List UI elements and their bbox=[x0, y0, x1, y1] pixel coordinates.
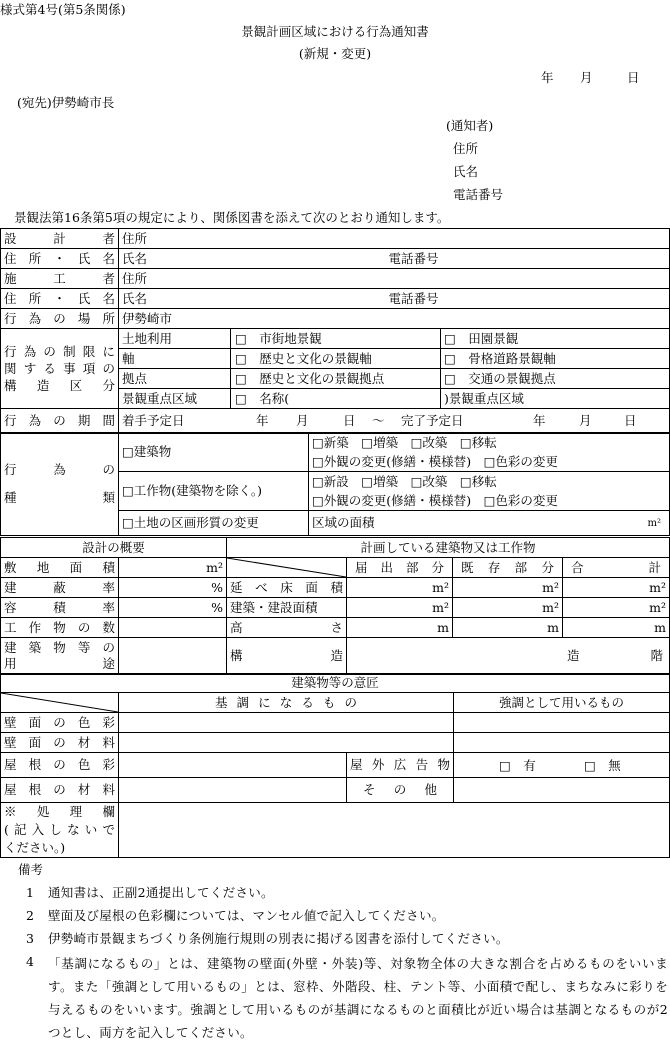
structure-count-label: 工作物の数 bbox=[1, 618, 119, 638]
note-item bbox=[0, 929, 668, 948]
outdoor-ad-yes-checkbox[interactable]: □ 有 bbox=[499, 758, 536, 773]
intent-diagonal-cell bbox=[1, 693, 119, 713]
notifier-label: (通知者) bbox=[446, 118, 494, 133]
site-area-label: 敷地面積 bbox=[1, 558, 119, 578]
note-text: 「基調になるもの」とは、建築物の壁面(外壁・外装)等、対象物全体の大きな割合を占めるものをいいます。また「強調として用いるもの」とは、窓枠、外階段、柱、テント等、小面積で配し、まちなみに彩りを与えるものをいいます。強調として用いるものが基調になるものと面積比が近い場合は基調となるものが2つとし、両方を記入してください。 bbox=[48, 956, 668, 1040]
outdoor-ad-label: 屋外広告物 bbox=[347, 753, 454, 778]
design-table bbox=[0, 537, 670, 675]
processing-field bbox=[119, 803, 670, 858]
outdoor-ad-field bbox=[454, 753, 670, 778]
processing-label-1: ※処理欄 bbox=[4, 804, 115, 819]
use-label-1: 建築物等の bbox=[4, 640, 115, 655]
constructor-label-2: 住所・氏名 bbox=[1, 289, 119, 309]
date-month: 月 bbox=[580, 70, 593, 85]
action-land-checkbox[interactable]: □土地の区画形質の変更 bbox=[119, 511, 309, 536]
designer-address[interactable]: 住所 bbox=[119, 229, 670, 249]
designer-name-label: 氏名 bbox=[122, 250, 148, 266]
restriction-option[interactable]: □ 市街地景観 bbox=[231, 329, 441, 349]
action-type-label bbox=[1, 433, 119, 536]
intro-text: 景観法第16条第5項の規定により、関係図書を添えて次のとおり通知します。 bbox=[14, 210, 450, 225]
floor-ratio-unit[interactable]: % bbox=[119, 598, 227, 618]
roof-color-label: 屋根の色彩 bbox=[1, 753, 119, 778]
coverage-label: 建蔽率 bbox=[1, 578, 119, 598]
building-area-notified[interactable]: m² bbox=[347, 598, 453, 618]
period-start-month: 月 bbox=[296, 413, 309, 428]
designer-name-field[interactable] bbox=[119, 249, 670, 269]
restriction-option[interactable]: □ 歴史と文化の景観拠点 bbox=[231, 369, 441, 389]
location-label: 行為の場所 bbox=[1, 309, 119, 329]
period-start-label: 着手予定日 bbox=[122, 413, 185, 428]
total-floor-total[interactable]: m² bbox=[563, 578, 670, 598]
note-number: 2 bbox=[26, 908, 34, 923]
form-title: 景観計画区域における行為通知書 bbox=[241, 24, 429, 39]
processing-label-3: ください。) bbox=[4, 840, 66, 855]
design-plan-header: 計画している建築物又は工作物 bbox=[227, 538, 670, 558]
date-year: 年 bbox=[541, 70, 554, 85]
floor-ratio-label: 容積率 bbox=[1, 598, 119, 618]
restriction-row-name: 軸 bbox=[119, 349, 231, 369]
intent-accent-header: 強調として用いるもの bbox=[454, 693, 670, 713]
height-existing[interactable]: m bbox=[453, 618, 563, 638]
action-area-label: 区域の面積 bbox=[312, 515, 375, 530]
total-floor-existing[interactable]: m² bbox=[453, 578, 563, 598]
period-end-year: 年 bbox=[533, 413, 546, 428]
diagonal-cell bbox=[227, 558, 347, 578]
intent-header: 建築物等の意匠 bbox=[1, 674, 670, 693]
period-end-day: 日 bbox=[624, 413, 637, 428]
notes-heading: 備考 bbox=[18, 862, 44, 877]
structure-count-field[interactable] bbox=[119, 618, 227, 638]
roof-material-field[interactable] bbox=[119, 778, 347, 803]
wall-color-accent[interactable] bbox=[454, 713, 670, 733]
note-number: 3 bbox=[26, 931, 34, 946]
action-building-options-2[interactable]: □外観の変更(修繕・模様替) □色彩の変更 bbox=[309, 452, 670, 472]
total-floor-label: 延べ床面積 bbox=[227, 578, 347, 598]
restriction-label-1: 行為の制限に bbox=[4, 344, 115, 359]
note-text: 通知書は、正副2通提出してください。 bbox=[48, 885, 274, 900]
period-end-month: 月 bbox=[579, 413, 592, 428]
action-building-checkbox[interactable]: □建築物 bbox=[119, 433, 309, 472]
note-number: 4 bbox=[26, 954, 34, 969]
period-tilde: ～ bbox=[372, 413, 385, 428]
action-structure-checkbox[interactable]: □工作物(建築物を除く。) bbox=[119, 472, 309, 511]
period-label: 行為の期間 bbox=[1, 409, 119, 434]
height-total[interactable]: m bbox=[563, 618, 670, 638]
other-field[interactable] bbox=[454, 778, 670, 803]
building-area-existing[interactable]: m² bbox=[453, 598, 563, 618]
intent-table bbox=[0, 673, 670, 858]
processing-label-2: (記入しないで bbox=[4, 822, 115, 837]
restriction-label bbox=[1, 329, 119, 409]
roof-material-label: 屋根の材料 bbox=[1, 778, 119, 803]
wall-material-accent[interactable] bbox=[454, 733, 670, 753]
constructor-label: 施工者 bbox=[1, 269, 119, 289]
wall-material-base[interactable] bbox=[119, 733, 454, 753]
designer-phone-label: 電話番号 bbox=[388, 250, 439, 266]
notifier-phone: 電話番号 bbox=[453, 187, 504, 202]
col-existing: 既存部分 bbox=[453, 558, 563, 578]
construction-label: 構造 bbox=[227, 638, 347, 675]
action-type-table bbox=[0, 432, 670, 536]
action-area-unit: m² bbox=[647, 518, 661, 529]
action-type-label-2: 種類 bbox=[4, 490, 115, 505]
period-field[interactable] bbox=[119, 409, 670, 434]
addressee: (宛先)伊勢崎市長 bbox=[17, 95, 115, 110]
restriction-row-name: 土地利用 bbox=[119, 329, 231, 349]
restriction-row-name: 拠点 bbox=[119, 369, 231, 389]
date-day: 日 bbox=[627, 70, 640, 85]
use-label-2: 用途 bbox=[4, 656, 115, 671]
wall-material-label: 壁面の材料 bbox=[1, 733, 119, 753]
restriction-option[interactable]: □ 骨格道路景観軸 bbox=[441, 349, 670, 369]
note-item bbox=[0, 952, 668, 1044]
action-structure-options-2[interactable]: □外観の変更(修繕・模様替) □色彩の変更 bbox=[309, 491, 670, 511]
form-number: 様式第4号(第5条関係) bbox=[0, 2, 126, 17]
designer-label-2: 住所・氏名 bbox=[1, 249, 119, 269]
notes-section bbox=[0, 860, 668, 1044]
col-total: 合計 bbox=[563, 558, 670, 578]
restriction-option[interactable]: □ 歴史と文化の景観軸 bbox=[231, 349, 441, 369]
height-label: 高さ bbox=[227, 618, 347, 638]
coverage-unit[interactable]: % bbox=[119, 578, 227, 598]
form-subtitle: (新規・変更) bbox=[298, 46, 372, 61]
construction-type-suffix: 造 bbox=[567, 648, 580, 663]
site-area-unit[interactable]: m² bbox=[119, 558, 227, 578]
note-item bbox=[0, 906, 668, 925]
building-area-label: 建築・建設面積 bbox=[227, 598, 347, 618]
height-notified[interactable]: m bbox=[347, 618, 453, 638]
roof-color-field[interactable] bbox=[119, 753, 347, 778]
constructor-name-label: 氏名 bbox=[122, 290, 148, 306]
constructor-phone-label: 電話番号 bbox=[388, 290, 439, 306]
note-text: 壁面及び屋根の色彩欄については、マンセル値で記入してください。 bbox=[48, 908, 445, 923]
processing-label bbox=[1, 803, 119, 858]
constructor-address[interactable]: 住所 bbox=[119, 269, 670, 289]
construction-field[interactable] bbox=[347, 638, 670, 675]
note-text: 伊勢崎市景観まちづくり条例施行規則の別表に掲げる図書を添付してください。 bbox=[48, 931, 509, 946]
building-area-total[interactable]: m² bbox=[563, 598, 670, 618]
form-table-main bbox=[0, 228, 670, 434]
action-type-label-1: 行為の bbox=[4, 462, 115, 477]
location-value[interactable]: 伊勢崎市 bbox=[119, 309, 670, 329]
note-number: 1 bbox=[26, 885, 34, 900]
design-overview-header: 設計の概要 bbox=[1, 538, 227, 558]
action-structure-options-1[interactable]: □新設 □増築 □改築 □移転 bbox=[309, 472, 670, 492]
period-end-label: 完了予定日 bbox=[401, 413, 464, 428]
use-label bbox=[1, 638, 119, 675]
action-area-field[interactable] bbox=[309, 511, 670, 536]
other-label: その他 bbox=[347, 778, 454, 803]
restriction-row-name: 景観重点区域 bbox=[119, 389, 231, 409]
action-building-options-1[interactable]: □新築 □増築 □改築 □移転 bbox=[309, 433, 670, 453]
restriction-option[interactable]: □ 名称( bbox=[231, 389, 441, 409]
notifier-address: 住所 bbox=[453, 141, 479, 156]
intent-base-header: 基調になるもの bbox=[119, 693, 454, 713]
restriction-option[interactable]: □ 田園景観 bbox=[441, 329, 670, 349]
outdoor-ad-no-checkbox[interactable]: □ 無 bbox=[584, 758, 621, 773]
restriction-label-2: 関する事項の bbox=[4, 361, 115, 376]
construction-floors-unit: 階 bbox=[650, 648, 664, 663]
period-start-year: 年 bbox=[256, 413, 269, 428]
col-notified: 届出部分 bbox=[347, 558, 453, 578]
restriction-option[interactable]: □ 交通の景観拠点 bbox=[441, 369, 670, 389]
restriction-label-3: 構造区分 bbox=[4, 378, 115, 393]
designer-label: 設計者 bbox=[1, 229, 119, 249]
wall-color-label: 壁面の色彩 bbox=[1, 713, 119, 733]
restriction-option[interactable]: )景観重点区域 bbox=[441, 389, 670, 409]
period-start-day: 日 bbox=[343, 413, 356, 428]
total-floor-notified[interactable]: m² bbox=[347, 578, 453, 598]
constructor-name-field[interactable] bbox=[119, 289, 670, 309]
notifier-name: 氏名 bbox=[453, 164, 479, 179]
wall-color-base[interactable] bbox=[119, 713, 454, 733]
note-item bbox=[0, 883, 668, 902]
use-field[interactable] bbox=[119, 638, 227, 675]
